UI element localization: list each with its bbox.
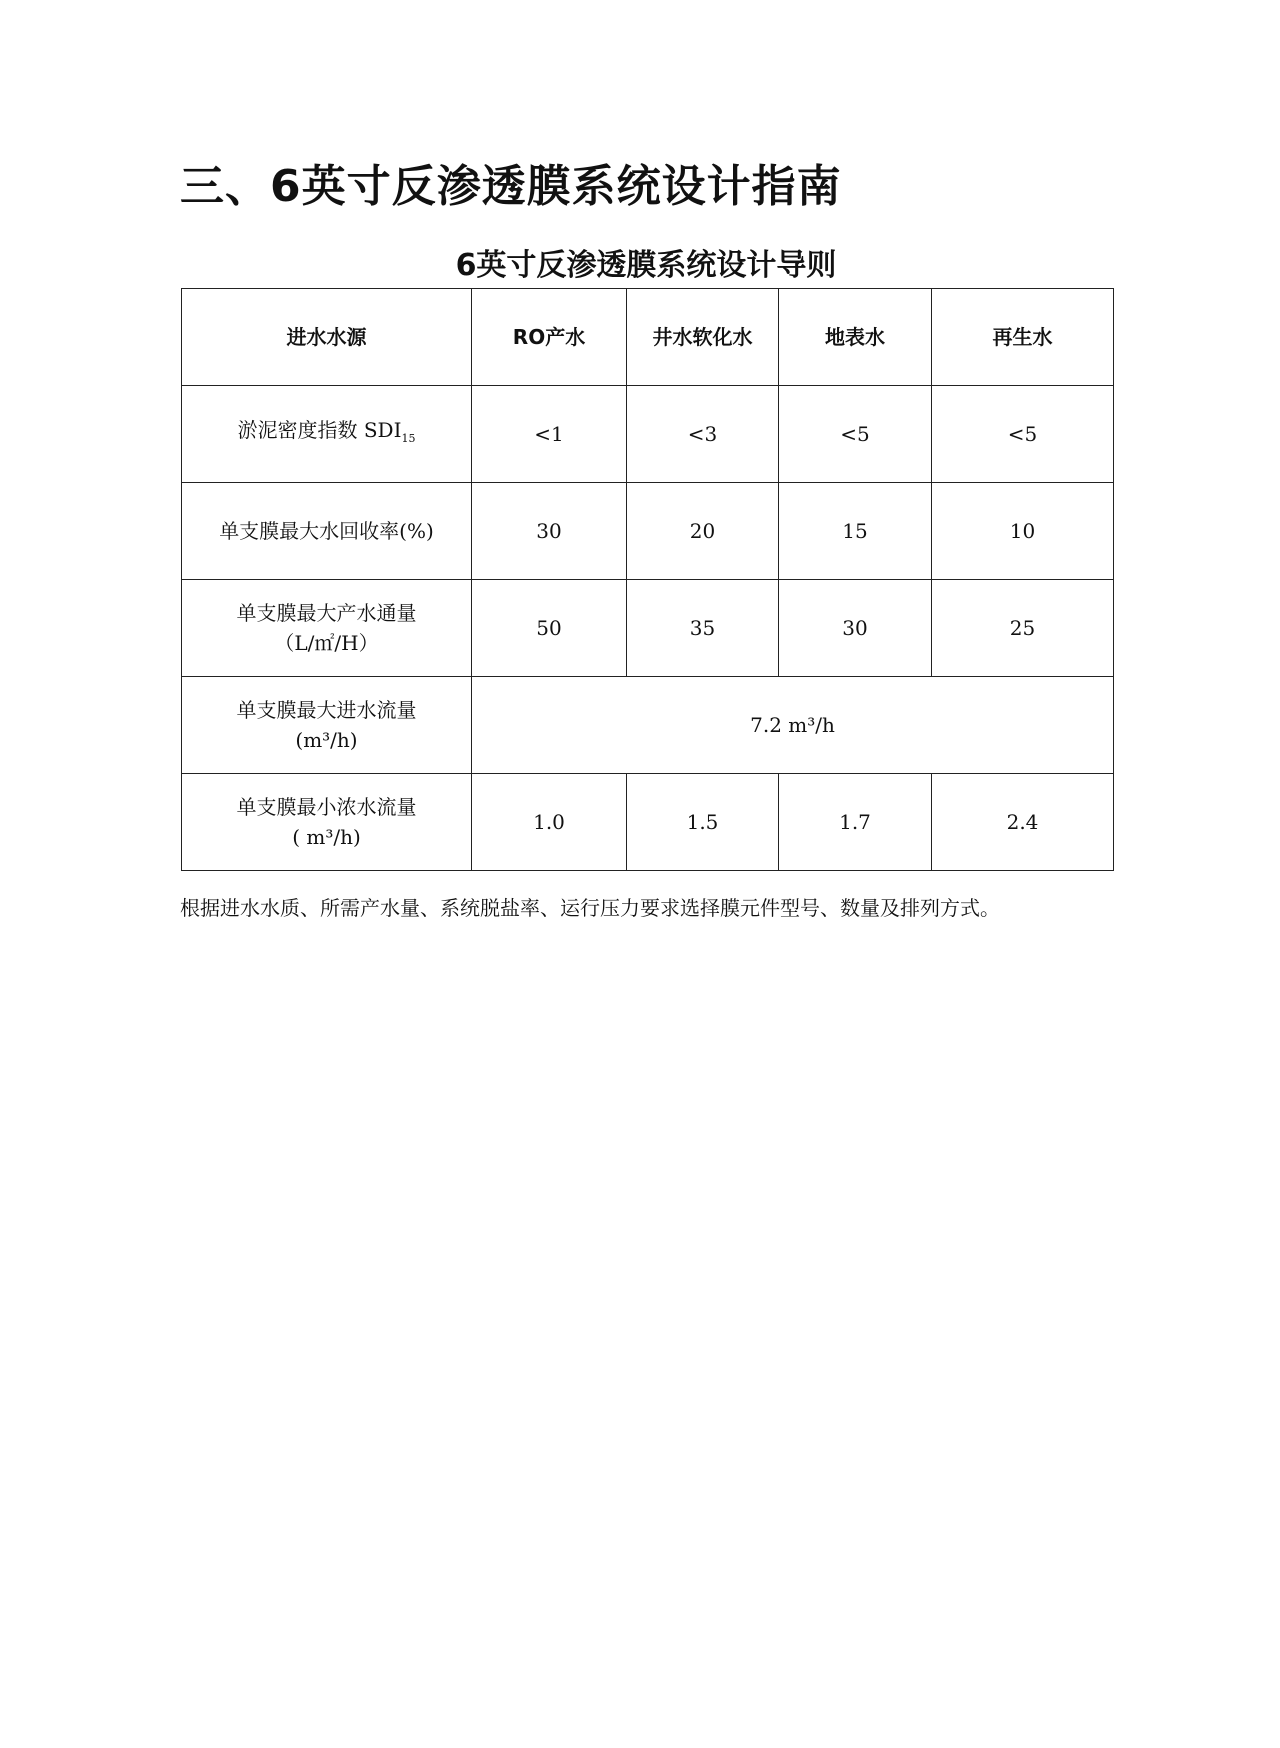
row-label-sdi (182, 386, 472, 483)
table-row (182, 580, 1114, 677)
table-header-row (182, 289, 1114, 386)
design-guide-table (181, 288, 1114, 871)
table-cell: 10 (932, 483, 1114, 580)
row-label-line1: 单支膜最小浓水流量 (236, 795, 417, 819)
table-cell: 30 (472, 483, 627, 580)
table-caption: 6英寸反渗透膜系统设计导则 (455, 248, 837, 283)
row-label-line2: （L/㎡/H） (274, 631, 379, 655)
table-cell: 30 (779, 580, 932, 677)
table-cell: 15 (779, 483, 932, 580)
row-label-max-feed-flow (182, 677, 472, 774)
table-cell: <1 (472, 386, 627, 483)
row-label-max-recovery: 单支膜最大水回收率(%) (182, 483, 472, 580)
row-label-line1: 单支膜最大产水通量 (236, 601, 417, 625)
table-cell: <5 (779, 386, 932, 483)
table-cell: 20 (627, 483, 779, 580)
table-row (182, 386, 1114, 483)
header-feed-source: 进水水源 (182, 289, 472, 386)
table-cell: <5 (932, 386, 1114, 483)
row-label-text: 淤泥密度指数 SDI (237, 417, 402, 442)
table-cell: 1.0 (472, 774, 627, 871)
row-label-line1: 单支膜最大进水流量 (236, 698, 417, 722)
table-cell: 35 (627, 580, 779, 677)
header-ro-permeate: RO产水 (472, 289, 627, 386)
table-cell: <3 (627, 386, 779, 483)
table-row (182, 483, 1114, 580)
header-softened-well-water: 井水软化水 (627, 289, 779, 386)
table-cell: 25 (932, 580, 1114, 677)
table-row (182, 774, 1114, 871)
section-title: 三、6英寸反渗透膜系统设计指南 (180, 161, 842, 212)
row-label-min-concentrate-flow (182, 774, 472, 871)
table-cell: 2.4 (932, 774, 1114, 871)
header-reclaimed-water: 再生水 (932, 289, 1114, 386)
table-cell: 1.7 (779, 774, 932, 871)
table-cell-merged: 7.2 m³/h (472, 677, 1114, 774)
table-cell: 50 (472, 580, 627, 677)
footnote: 根据进水水质、所需产水量、系统脱盐率、运行压力要求选择膜元件型号、数量及排列方式。 (180, 896, 1000, 920)
row-label-max-flux (182, 580, 472, 677)
row-label-line2: ( m³/h) (292, 825, 361, 849)
header-surface-water: 地表水 (779, 289, 932, 386)
table-cell: 1.5 (627, 774, 779, 871)
row-label-subscript: 15 (401, 431, 416, 445)
row-label-line2: (m³/h) (295, 728, 358, 752)
table-row (182, 677, 1114, 774)
